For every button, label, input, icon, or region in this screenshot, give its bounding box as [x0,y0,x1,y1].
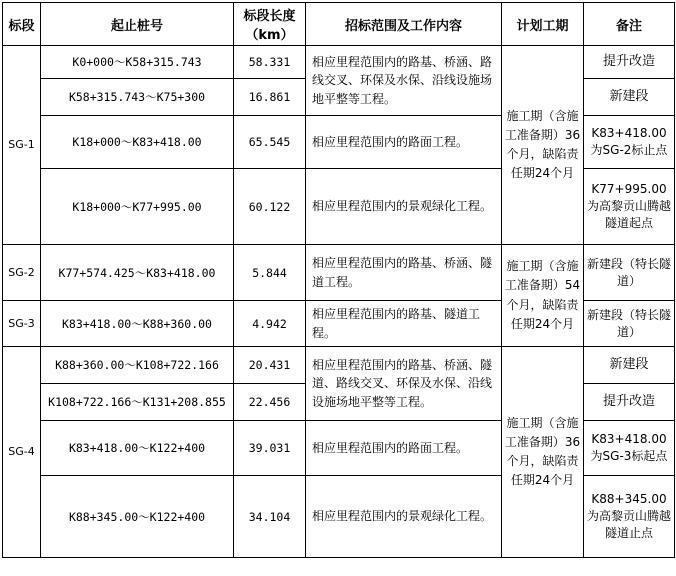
table-row [3,46,675,79]
length-cell: 5.844 [234,245,306,301]
length-cell: 58.331 [234,46,306,79]
remark-cell: 提升改造 [584,384,675,421]
stake-cell: K83+418.00～K88+360.00 [41,301,234,347]
remark-cell: 提升改造 [584,46,675,79]
length-cell: 22.456 [234,384,306,421]
bid-section-table [2,2,675,558]
remark-cell: 新建段（特长隧道） [584,301,675,347]
length-cell: 60.122 [234,169,306,245]
section-id: SG-3 [3,301,41,347]
schedule-cell: 施工期（含施工准备期）54个月，缺陷责任期24个月 [502,245,584,347]
header-length: 标段长度（km） [234,3,306,46]
work-cell: 相应里程范围内的路基、桥涵、隧道、路线交叉、环保及水保、沿线设施场地平整等工程。 [306,347,502,421]
section-id: SG-4 [3,347,41,558]
schedule-cell: 施工期（含施工准备期）36个月，缺陷责任期24个月 [502,46,584,245]
header-schedule: 计划工期 [502,3,584,46]
remark-cell: K88+345.00为高黎贡山腾越隧道止点 [584,476,675,558]
length-cell: 65.545 [234,116,306,169]
schedule-cell: 施工期（含施工准备期）36个月，缺陷责任期24个月 [502,347,584,558]
stake-cell: K108+722.166～K131+208.855 [41,384,234,421]
work-cell: 相应里程范围内的景观绿化工程。 [306,476,502,558]
length-cell: 20.431 [234,347,306,384]
stake-cell: K88+360.00～K108+722.166 [41,347,234,384]
work-cell: 相应里程范围内的景观绿化工程。 [306,169,502,245]
length-cell: 34.104 [234,476,306,558]
stake-cell: K58+315.743～K75+300 [41,79,234,116]
section-id: SG-2 [3,245,41,301]
stake-cell: K88+345.00～K122+400 [41,476,234,558]
section-id: SG-1 [3,46,41,245]
remark-cell: K83+418.00为SG-2标止点 [584,116,675,169]
stake-cell: K18+000～K83+418.00 [41,116,234,169]
remark-cell: 新建段 [584,347,675,384]
work-cell: 相应里程范围内的路面工程。 [306,421,502,476]
work-cell: 相应里程范围内的路基、桥涵、隧道工程。 [306,245,502,301]
remark-cell: K77+995.00为高黎贡山腾越隧道起点 [584,169,675,245]
stake-cell: K18+000～K77+995.00 [41,169,234,245]
stake-cell: K0+000～K58+315.743 [41,46,234,79]
header-remark: 备注 [584,3,675,46]
length-cell: 16.861 [234,79,306,116]
table-row [3,347,675,384]
work-cell: 相应里程范围内的路基、桥涵、路线交叉、环保及水保、沿线设施场地平整等工程。 [306,46,502,116]
remark-cell: K83+418.00为SG-3标起点 [584,421,675,476]
length-cell: 4.942 [234,301,306,347]
remark-cell: 新建段（特长隧道） [584,245,675,301]
header-scope: 招标范围及工作内容 [306,3,502,46]
length-cell: 39.031 [234,421,306,476]
work-cell: 相应里程范围内的路基、隧道工程。 [306,301,502,347]
stake-cell: K77+574.425～K83+418.00 [41,245,234,301]
table-row [3,245,675,301]
header-row [3,3,675,46]
remark-cell: 新建段 [584,79,675,116]
work-cell: 相应里程范围内的路面工程。 [306,116,502,169]
stake-cell: K83+418.00～K122+400 [41,421,234,476]
header-section: 标段 [3,3,41,46]
header-stake: 起止桩号 [41,3,234,46]
